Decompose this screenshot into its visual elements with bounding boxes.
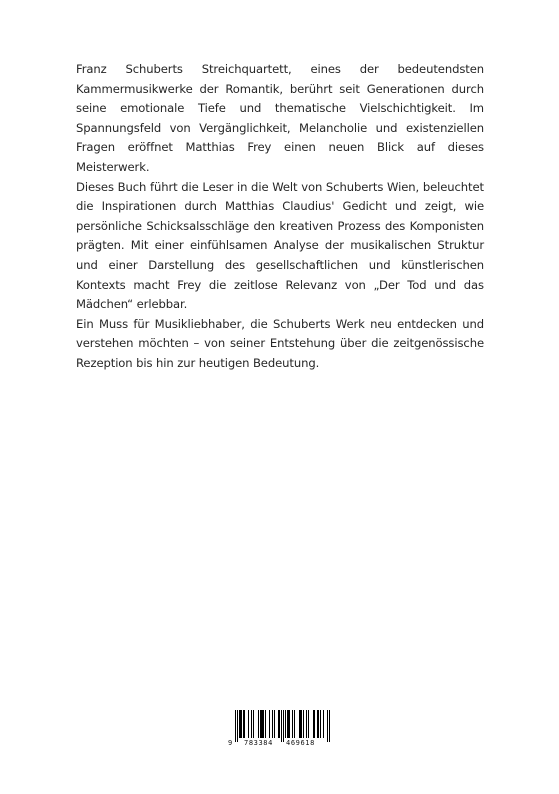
barcode-bar <box>300 710 301 738</box>
barcode-bar <box>274 710 275 738</box>
barcode-bar <box>243 710 244 738</box>
barcode-bar <box>323 710 324 738</box>
barcode-bar <box>262 710 263 738</box>
blurb-text <box>76 60 484 374</box>
barcode-bar <box>303 710 304 738</box>
barcode-bar <box>308 710 309 738</box>
barcode-bar <box>261 710 262 738</box>
barcode-bar <box>269 710 270 738</box>
blurb-paragraph-3: Ein Muss für Musikliebhaber, die Schuberts Werk neu entdecken und verstehen möchten – von seiner Entstehung über die zeitgenössische Rezeption bis hin zur heutigen Bedeutung. <box>76 316 484 370</box>
barcode-bar <box>258 710 259 738</box>
barcode-bar <box>244 710 245 738</box>
barcode-bar <box>241 710 242 738</box>
barcode-bar <box>314 710 315 738</box>
barcode-bar <box>320 710 321 738</box>
barcode-bar <box>239 710 240 738</box>
barcode-bar <box>248 710 249 738</box>
barcode-bar <box>289 710 290 738</box>
barcode-bar <box>272 710 273 738</box>
barcode-bar <box>301 710 302 738</box>
barcode-right-group: 469618 <box>286 739 315 747</box>
barcode-bar <box>278 710 279 738</box>
barcode-bar <box>306 710 307 738</box>
blurb-paragraph-2: Dieses Buch führt die Leser in die Welt von Schuberts Wien, beleuchtet die Inspirationen durch Matthias Claudius' Gedicht und zeigt, wie persönliche Schicksalsschläge den kreativen Prozess des Komponisten prägten. Mit einer einfühlsamen Analyse der musikalischen Struktur und einer Darstellung des gesellschaftlichen und künstlerischen Kontexts macht Frey die zeitlose Relevanz von „Der Tod und das Mädchen“ erlebbar. <box>76 179 484 312</box>
barcode-bar <box>260 710 261 738</box>
barcode-bar <box>294 710 295 738</box>
barcode-bar <box>318 710 319 738</box>
barcode-bar <box>299 710 300 738</box>
barcode-first-digit: 9 <box>228 739 233 747</box>
barcode-bar <box>263 710 264 738</box>
barcode-bar <box>313 710 314 738</box>
barcode-bar <box>285 710 286 738</box>
barcode-bar <box>317 710 318 738</box>
barcode-bar <box>251 710 252 738</box>
blurb-paragraph-1: Franz Schuberts Streichquartett, eines der bedeutendsten Kammermusikwerke der Romantik, berührt seit Generationen durch seine emotionale Tiefe und thematische Vielschichtigkeit. Im Spannungsfeld von Vergänglichkeit, Melancholie und existenziellen Fragen eröffnet Matthias Frey einen neuen Blick auf dieses Meisterwerk. <box>76 62 484 174</box>
barcode-bar <box>253 710 254 738</box>
barcode-bar <box>265 710 266 738</box>
barcode-bar <box>279 710 280 738</box>
barcode-bar <box>288 710 289 738</box>
barcode-bar <box>240 710 241 738</box>
barcode-bar <box>287 710 288 738</box>
barcode-bar <box>292 710 293 738</box>
isbn-barcode <box>228 708 332 748</box>
barcode-digits <box>228 738 332 748</box>
barcode-left-group: 783384 <box>244 739 273 747</box>
